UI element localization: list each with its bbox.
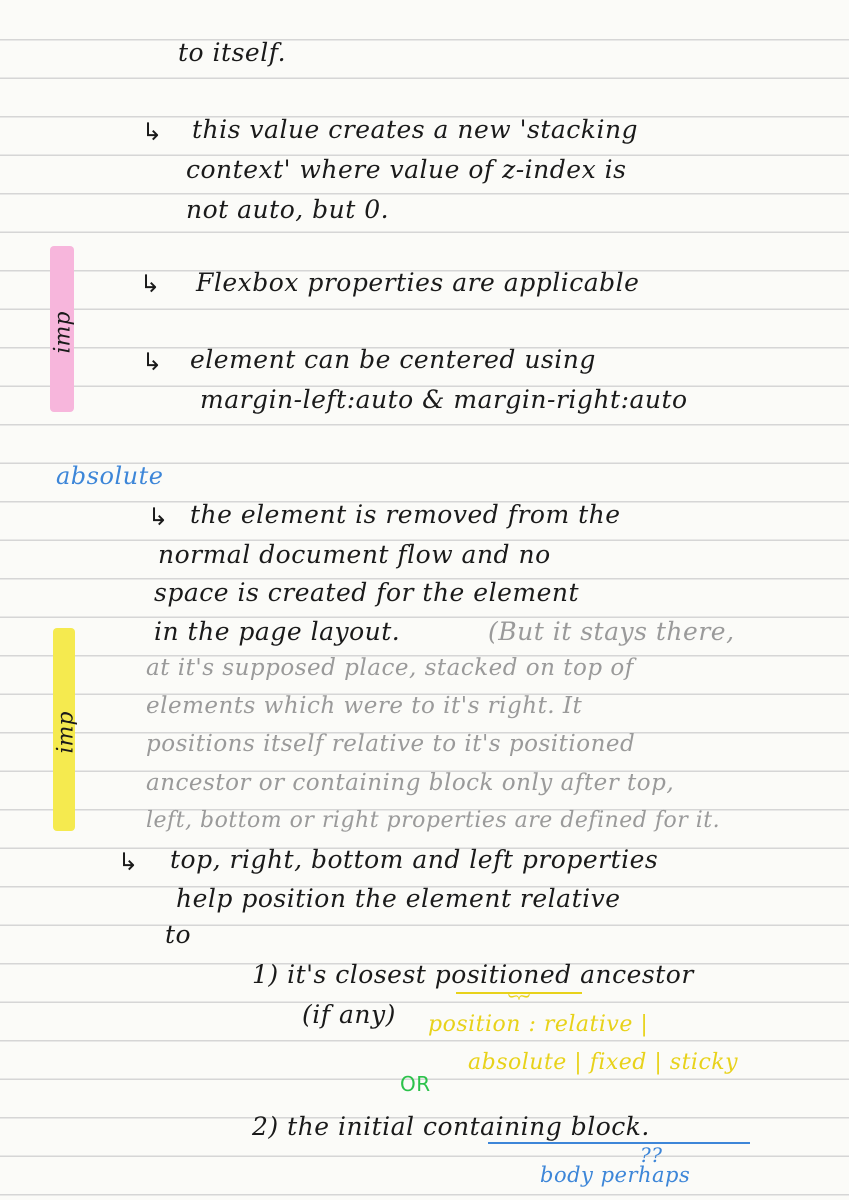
line-if-any: (if any) bbox=[302, 1000, 396, 1029]
line-props-2: help position the element relative bbox=[176, 884, 621, 913]
line-pencil-6: left, bottom or right properties are defined for it. bbox=[146, 808, 721, 833]
arrow-icon: ↳ bbox=[148, 503, 169, 531]
line-props-3: to bbox=[165, 920, 192, 949]
heading-absolute: absolute bbox=[56, 462, 164, 490]
line-centered-1: element can be centered using bbox=[190, 345, 596, 374]
line-pencil-5: ancestor or containing block only after top, bbox=[146, 770, 675, 796]
line-item-2: 2) the initial containing block. bbox=[252, 1112, 650, 1141]
line-pencil-4: positions itself relative to it's positioned bbox=[146, 731, 636, 757]
line-pencil-2: at it's supposed place, stacked on top of bbox=[146, 655, 634, 681]
line-position-values-1: position : relative | bbox=[428, 1012, 649, 1037]
brace-icon: ︸ bbox=[508, 993, 531, 1018]
or-label: OR bbox=[400, 1072, 431, 1096]
line-stacking-3: not auto, but 0. bbox=[186, 195, 390, 224]
line-position-values-2: absolute | fixed | sticky bbox=[468, 1050, 739, 1075]
line-to-itself: to itself. bbox=[178, 38, 287, 67]
line-removed-1: the element is removed from the bbox=[190, 500, 621, 529]
margin-note-imp-2: imp bbox=[53, 711, 79, 754]
line-props-1: top, right, bottom and left properties bbox=[170, 845, 659, 874]
line-flexbox: Flexbox properties are applicable bbox=[196, 268, 640, 297]
arrow-icon: ↳ bbox=[118, 848, 139, 876]
line-pencil-3: elements which were to it's right. It bbox=[146, 693, 583, 719]
line-body-perhaps: body perhaps bbox=[540, 1163, 691, 1187]
line-stacking-2: context' where value of z-index is bbox=[186, 155, 627, 184]
underline-containing-block bbox=[488, 1142, 750, 1144]
margin-note-imp-1: imp bbox=[50, 311, 76, 354]
arrow-icon: ↳ bbox=[140, 270, 161, 298]
arrow-icon: ↳ bbox=[142, 348, 163, 376]
line-stacking-1: this value creates a new 'stacking bbox=[192, 115, 639, 144]
line-pencil-1: (But it stays there, bbox=[488, 617, 735, 646]
line-item-1: 1) it's closest positioned ancestor bbox=[252, 960, 694, 989]
line-centered-2: margin-left:auto & margin-right:auto bbox=[200, 385, 688, 414]
arrow-icon: ↳ bbox=[142, 118, 163, 146]
line-removed-4: in the page layout. bbox=[154, 617, 401, 646]
line-removed-3: space is created for the element bbox=[154, 578, 580, 607]
line-removed-2: normal document flow and no bbox=[158, 540, 551, 569]
question-marks: ?? bbox=[640, 1143, 663, 1167]
